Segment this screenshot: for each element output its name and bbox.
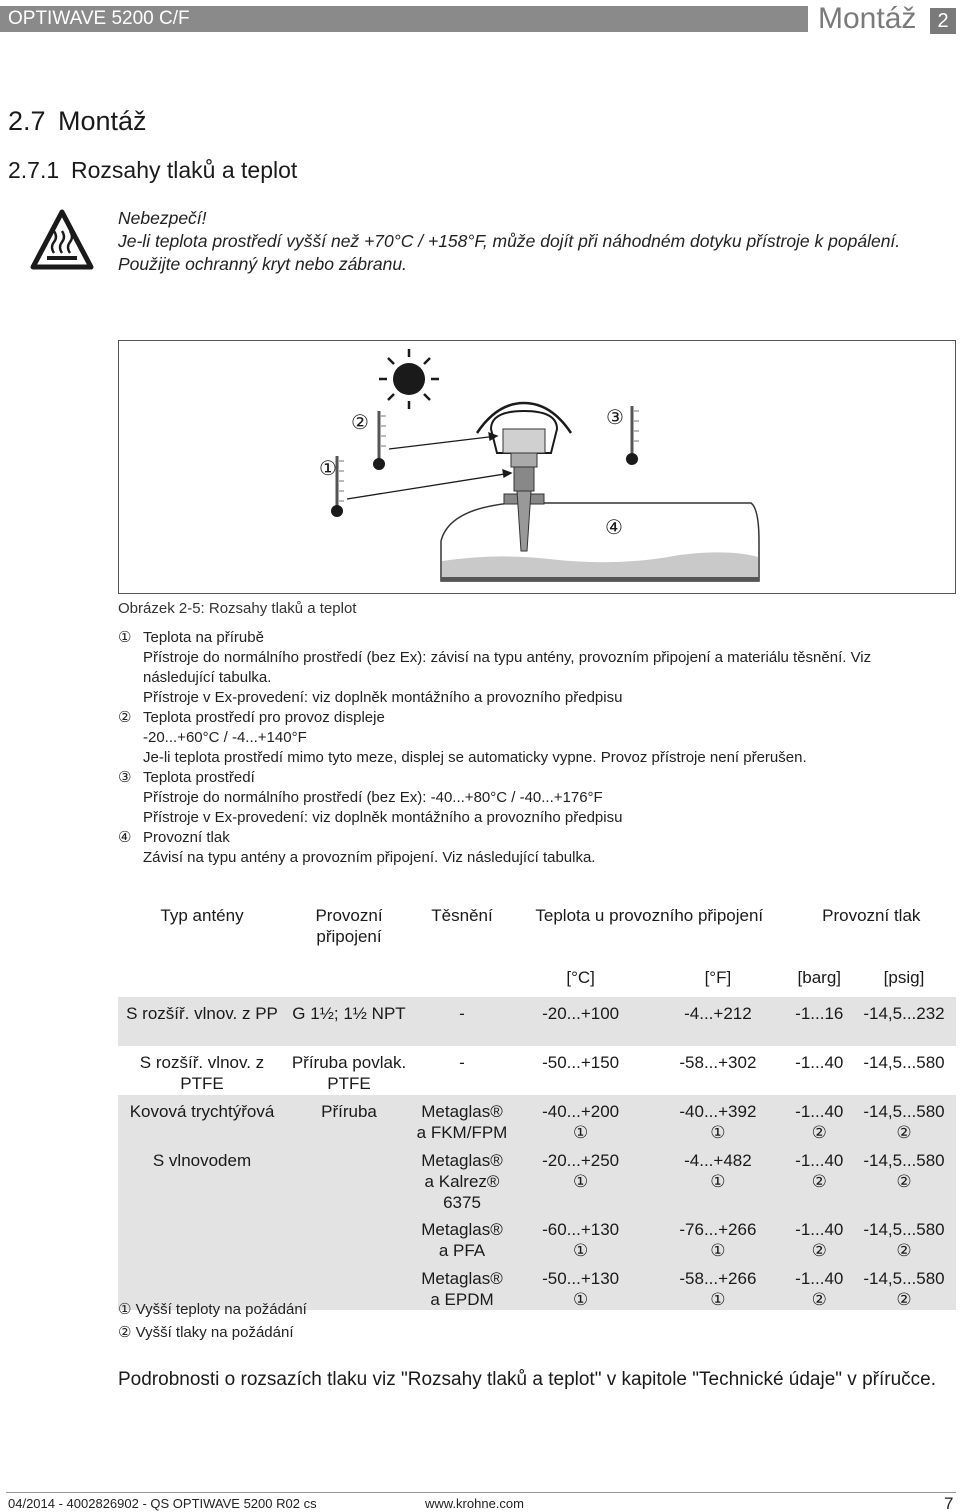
unit-psig: [psig] [852,961,956,997]
header-product: OPTIWAVE 5200 C/F [8,8,190,29]
figure-label-2: ② [351,410,369,434]
figure-pressure-temperature [118,340,956,594]
cell-pressure-barg: -1...16 [787,997,852,1046]
pressure-temperature-table [118,899,956,1310]
section-title: Montáž [58,106,147,136]
thermometer-2-icon [373,411,386,470]
reference-note: Podrobnosti o rozsazích tlaku viz "Rozsahy tlaků a teplot" v kapitole "Technické údaje" v příručce. [118,1369,936,1390]
sun-icon [379,349,439,409]
subsection-number: 2.7.1 [8,157,60,183]
header-bar [0,6,808,32]
legend-item-1 [118,628,938,708]
legend-line: Závisí na typu antény a provozním připojení. Viz následující tabulka. [143,849,596,866]
cell-seal: - [412,1046,512,1095]
cell-seal: Metaglas® a FKM/FPM [412,1095,512,1144]
figure-label-1: ① [319,456,337,480]
legend-item-3 [118,768,938,828]
cell-pressure-barg: -1...40 ② [787,1213,852,1262]
cell-pressure-psig: -14,5...580 ② [852,1262,956,1310]
footnote-2: ② Vyšší tlaky na požádání [118,1324,294,1341]
cell-connection: Příruba [286,1095,412,1144]
legend-line: Přístroje v Ex-provedení: viz doplněk montážního a provozního předpisu [143,689,623,706]
cell-connection: Příruba povlak. PTFE [286,1046,412,1095]
legend-line: Přístroje do normálního prostředí (bez Ex): závisí na typu antény, provozním připojení a materiálu těsnění. Viz následující tabulka. [143,649,872,686]
cell-temp-f: -76...+266 ① [649,1213,786,1262]
cell-temp-f: -4...+212 [649,997,786,1046]
subsection-heading [8,157,297,184]
cell-antenna [118,1213,286,1262]
legend-item-4 [118,828,938,868]
cell-temp-f: -40...+392 ① [649,1095,786,1144]
footer-website-link[interactable]: www.krohne.com [425,1496,524,1511]
cell-temp-f: -58...+266 ① [649,1262,786,1310]
cell-seal: Metaglas® a EPDM [412,1262,512,1310]
cell-seal: - [412,997,512,1046]
legend-line: Provozní tlak [143,829,230,846]
warning-text-block [118,207,918,276]
header-chapter-number: 2 [930,8,956,34]
cell-connection [286,1144,412,1213]
warning-text: Je-li teplota prostředí vyšší než +70°C / +158°F, může dojít při náhodném dotyku přístroje k popálení. Použijte ochranný kryt nebo zábranu. [118,231,901,274]
table-row [118,1144,956,1213]
unit-celsius: [°C] [512,961,649,997]
table-row [118,997,956,1046]
legend-mark: ② [118,709,132,726]
table-row [118,1213,956,1262]
tank-icon [441,494,759,581]
cell-connection [286,1213,412,1262]
thermometer-3-icon [626,406,639,465]
legend-mark: ① [118,629,132,646]
table-footnotes [118,1298,307,1344]
cell-pressure-psig: -14,5...580 ② [852,1144,956,1213]
figure-label-3: ③ [606,405,624,429]
warning-title: Nebezpečí! [118,208,207,228]
footnote-1: ① Vyšší teploty na požádání [118,1301,307,1318]
cell-pressure-barg: -1...40 ② [787,1095,852,1144]
cell-connection: G 1½; 1½ NPT [286,997,412,1046]
table-header-connection: Provozní připojení [286,899,412,961]
cell-seal: Metaglas® a Kalrez® 6375 [412,1144,512,1213]
cell-temp-f: -4...+482 ① [649,1144,786,1213]
section-heading [8,106,147,137]
figure-drawing [119,341,955,593]
cell-pressure-psig: -14,5...232 [852,997,956,1046]
cell-temp-c: -50...+150 [512,1046,649,1095]
cell-pressure-barg: -1...40 [787,1046,852,1095]
cell-temp-c: -50...+130 ① [512,1262,649,1310]
table-header-pressure: Provozní tlak [787,899,956,961]
cell-antenna: S rozšíř. vlnov. z PTFE [118,1046,286,1095]
cell-temp-c: -20...+100 [512,997,649,1046]
subsection-title: Rozsahy tlaků a teplot [71,157,298,183]
cell-temp-c: -40...+200 ① [512,1095,649,1144]
legend-line: Přístroje v Ex-provedení: viz doplněk montážního a provozního předpisu [143,809,623,826]
footer-divider [6,1492,956,1493]
cell-antenna: S vlnovodem [118,1144,286,1213]
page-number: 7 [944,1494,954,1512]
cell-pressure-barg: -1...40 ② [787,1144,852,1213]
cell-pressure-barg: -1...40 ② [787,1262,852,1310]
legend-mark: ③ [118,769,132,786]
table-header-seal: Těsnění [412,899,512,961]
legend-item-2 [118,708,938,768]
legend-line: -20...+60°C / -4...+140°F [143,729,307,746]
table-row [118,1046,956,1095]
legend-mark: ④ [118,829,132,846]
header-section: Montáž [818,2,917,35]
legend-line: Je-li teplota prostředí mimo tyto meze, displej se automaticky vypne. Provoz přístroje není přerušen. [143,749,807,766]
cell-temp-f: -58...+302 [649,1046,786,1095]
table-row [118,1095,956,1144]
figure-caption: Obrázek 2-5: Rozsahy tlaků a teplot [118,600,357,617]
legend-line: Teplota na přírubě [143,629,264,646]
table-header-row [118,899,956,961]
footer-document-id: 04/2014 - 4002826902 - QS OPTIWAVE 5200 R02 cs [8,1496,317,1511]
cell-pressure-psig: -14,5...580 [852,1046,956,1095]
cell-antenna: Kovová trychtýřová [118,1095,286,1144]
cell-antenna: S rozšíř. vlnov. z PP [118,997,286,1046]
cell-temp-c: -20...+250 ① [512,1144,649,1213]
hot-surface-warning-icon [30,209,94,271]
table-unit-row [118,961,956,997]
table-header-antenna: Typ antény [118,899,286,961]
unit-barg: [barg] [787,961,852,997]
cell-pressure-psig: -14,5...580 ② [852,1095,956,1144]
legend-line: Teplota prostředí [143,769,255,786]
section-number: 2.7 [8,106,46,136]
cell-temp-c: -60...+130 ① [512,1213,649,1262]
legend-line: Teplota prostředí pro provoz displeje [143,709,385,726]
table-header-temperature: Teplota u provozního připojení [512,899,787,961]
cell-seal: Metaglas® a PFA [412,1213,512,1262]
figure-label-4: ④ [605,515,623,539]
cell-pressure-psig: -14,5...580 ② [852,1213,956,1262]
pointer-arrows [347,433,511,499]
unit-fahrenheit: [°F] [649,961,786,997]
legend-line: Přístroje do normálního prostředí (bez Ex): -40...+80°C / -40...+176°F [143,789,603,806]
figure-legend [118,628,938,868]
page-header [0,2,960,36]
